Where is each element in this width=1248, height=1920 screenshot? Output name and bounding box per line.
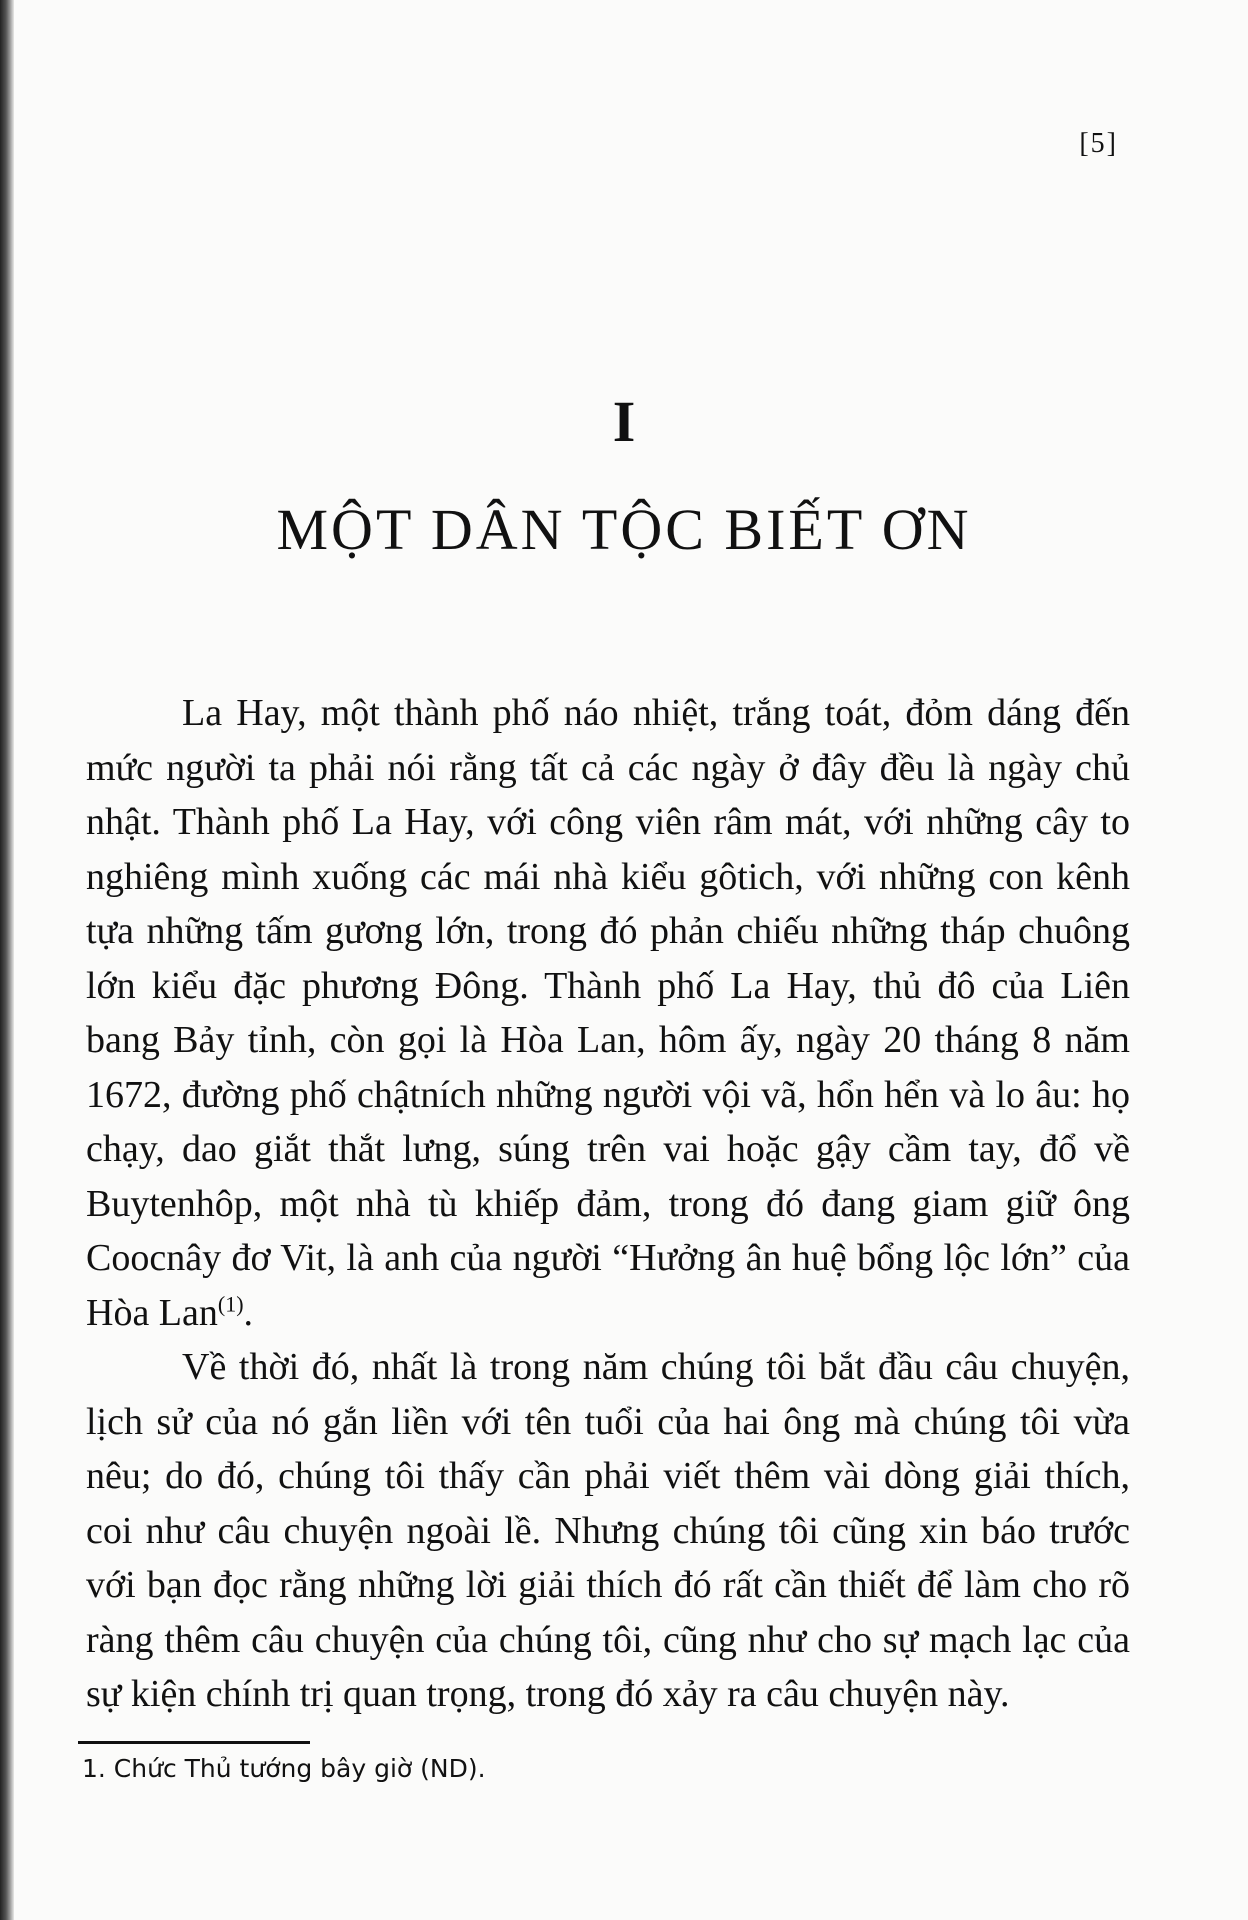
chapter-body bbox=[86, 686, 1130, 1722]
book-spine-shadow bbox=[0, 0, 14, 1920]
footnote-divider bbox=[78, 1741, 310, 1744]
paragraph-ending: . bbox=[243, 1291, 254, 1334]
paragraph bbox=[86, 1340, 1130, 1722]
page-number: [5] bbox=[1079, 128, 1118, 159]
chapter-number: I bbox=[612, 389, 636, 454]
paragraph-text: La Hay, một thành phố náo nhiệt, trắng toát, đỏm dáng đến mức người ta phải nói rằng tất cả các ngày ở đây đều là ngày chủ nhật. Thành phố La Hay, với công viên râm mát, với những cây to nghiêng mình xuống các mái nhà kiểu gôtich, với những con kênh tựa những tấm gương lớn, trong đó phản chiếu những tháp chuông lớn kiểu đặc phương Đông. Thành phố La Hay, thủ đô của Liên bang Bảy tỉnh, còn gọi là Hòa Lan, hôm ấy, ngày 20 tháng 8 năm 1672, đường phố chậtních những người vội vã, hổn hển và lo âu: họ chạy, dao giắt thắt lưng, súng trên vai hoặc gậy cầm tay, đổ về Buytenhôp, một nhà tù khiếp đảm, trong đó đang giam giữ ông Coocnây đơ Vit, là anh của người “Hưởng ân huệ bổng lộc lớn” của Hòa Lan bbox=[86, 692, 1130, 1334]
chapter-title: MỘT DÂN TỘC BIẾT ƠN bbox=[276, 497, 972, 562]
footnote-marker: (1) bbox=[217, 1290, 244, 1316]
paragraph bbox=[86, 686, 1130, 1340]
paragraph-text: Về thời đó, nhất là trong năm chúng tôi bắt đầu câu chuyện, lịch sử của nó gắn liền với tên tuổi của hai ông mà chúng tôi vừa nêu; do đó, chúng tôi thấy cần phải viết thêm vài dòng giải thích, coi như câu chuyện ngoài lề. Nhưng chúng tôi cũng xin báo trước với bạn đọc rằng những lời giải thích đó rất cần thiết để làm cho rõ ràng thêm câu chuyện của chúng tôi, cũng như cho sự mạch lạc của sự kiện chính trị quan trọng, trong đó xảy ra câu chuyện này. bbox=[86, 1346, 1130, 1715]
footnote: 1. Chức Thủ tướng bây giờ (ND). bbox=[82, 1754, 486, 1783]
